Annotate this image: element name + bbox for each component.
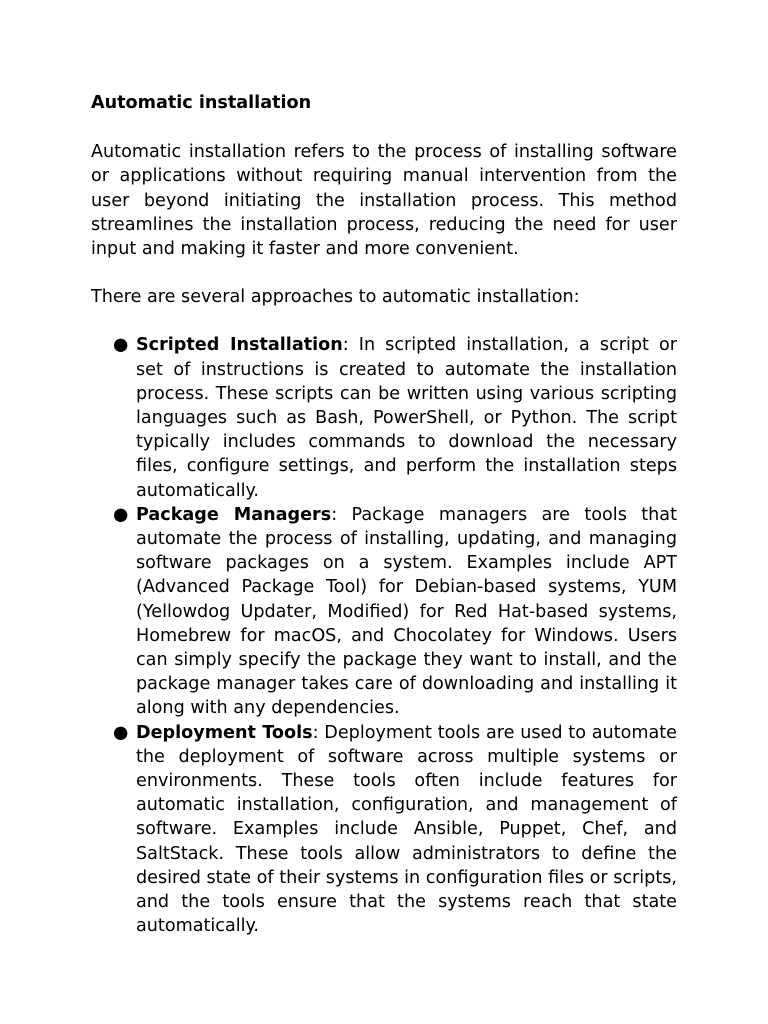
page-title: Automatic installation [91,93,312,113]
list-item-scripted-installation [91,333,677,502]
list-item-term: Scripted Installation [136,335,343,356]
list-item-deployment-tools [91,721,677,939]
list-item-term: Deployment Tools [136,722,313,743]
intro-paragraph: Automatic installation refers to the process of installing software or applications without requiring manual intervention from the user beyond initiating the installation process. This method streamlines the installation process, reducing the need for user input and making it faster and more convenient. [91,142,677,260]
approaches-list [91,333,677,938]
list-item-description: : In scripted installation, a script or set of instructions is created to automate the installation process. These scripts can be written using various scripting languages such as Bash, PowerShell, or Python. The script typically includes commands to download the necessary files, configure settings, and perform the installation steps automatically. [136,335,678,501]
list-item-description: : Package managers are tools that automate the process of installing, updating, and managing software packages on a system. Examples include APT (Advanced Package Tool) for Debian-based systems, YUM (Yellowdog Updater, Modified) for Red Hat-based systems, Homebrew for macOS, and Chocolatey for Windows. Users can simply specify the package they want to install, and the package manager takes care of downloading and installing it along with any dependencies. [136,504,677,719]
list-item-package-managers [91,503,677,721]
list-item-description: : Deployment tools are used to automate the deployment of software across multiple systems or environments. These tools often include features for automatic installation, configuration, and management of software. Examples include Ansible, Puppet, Chef, and SaltStack. These tools allow administrators to define the desired state of their systems in configuration files or scripts, and the tools ensure that the systems reach that state automatically. [136,722,677,937]
list-item-term: Package Managers [136,504,332,525]
bullet-icon: ● [113,504,129,525]
bullet-icon: ● [113,722,129,743]
document-page [91,91,677,939]
bullet-icon: ● [113,335,129,356]
approaches-intro: There are several approaches to automatic installation: [91,287,580,308]
